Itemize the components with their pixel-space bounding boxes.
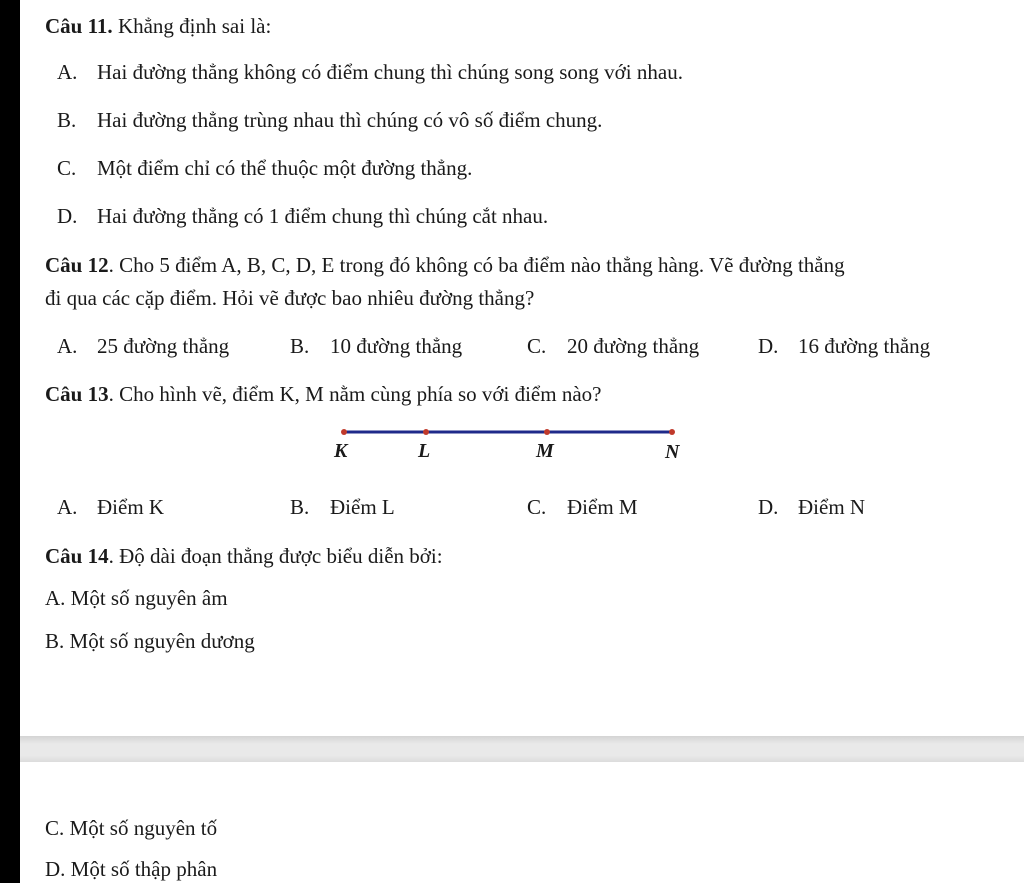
q12-stem-line2: đi qua các cặp điểm. Hỏi vẽ được bao nhiêu đường thẳng?: [45, 286, 535, 310]
point-n-label: N: [665, 441, 680, 463]
q14-option-c-label: C.: [45, 816, 65, 840]
q11-option-a-text: Hai đường thẳng không có điểm chung thì chúng song song với nhau.: [97, 60, 683, 84]
point-l-label: L: [418, 440, 431, 462]
point-m-dot: [544, 429, 550, 435]
q13-option-a-label: A.: [57, 495, 78, 519]
q13-text: . Cho hình vẽ, điểm K, M nằm cùng phía so với điểm nào?: [108, 382, 602, 406]
q14-option-c-text: Một số nguyên tố: [69, 816, 218, 840]
q14-option-d-text: Một số thập phân: [70, 857, 218, 881]
q11-option-b-label: B.: [57, 108, 77, 132]
q14-option-b[interactable]: [45, 628, 255, 654]
q12-option-b-text: 10 đường thẳng: [330, 334, 463, 358]
q13-option-b[interactable]: [290, 494, 395, 520]
q12-option-c-text: 20 đường thẳng: [567, 334, 700, 358]
q11-option-b-text: Hai đường thẳng trùng nhau thì chúng có vô số điểm chung.: [97, 108, 603, 132]
q13-line-diagram: [320, 416, 700, 472]
q13-number: Câu 13: [45, 382, 109, 406]
q11-option-c-text: Một điểm chỉ có thể thuộc một đường thẳng.: [97, 156, 473, 180]
q13-option-a-text: Điểm K: [97, 495, 165, 519]
q11-option-b[interactable]: [57, 107, 602, 133]
q13-option-b-text: Điểm L: [330, 495, 395, 519]
q14-text: . Độ dài đoạn thẳng được biểu diễn bởi:: [108, 544, 443, 568]
q13-figure: [320, 416, 700, 472]
left-black-border: [0, 0, 20, 883]
q12-stem-line1: [45, 252, 845, 278]
point-k-label: K: [334, 440, 348, 462]
q11-option-d[interactable]: [57, 203, 548, 229]
q11-option-a-label: A.: [57, 60, 78, 84]
q13-option-c-label: C.: [527, 495, 547, 519]
point-m-label: M: [536, 440, 554, 462]
q12-option-a-label: A.: [57, 334, 78, 358]
q11-option-c-label: C.: [57, 156, 77, 180]
q14-option-b-text: Một số nguyên dương: [69, 629, 255, 653]
q11-stem: [45, 13, 271, 39]
q12-option-d[interactable]: [758, 333, 930, 359]
q12-option-c[interactable]: [527, 333, 699, 359]
q14-option-c[interactable]: [45, 815, 217, 841]
q14-option-a-text: Một số nguyên âm: [70, 586, 228, 610]
q13-option-d-text: Điểm N: [798, 495, 866, 519]
q11-text: Khẳng định sai là:: [112, 14, 272, 38]
q12-option-a[interactable]: [57, 333, 229, 359]
q13-option-b-label: B.: [290, 495, 310, 519]
q14-stem: [45, 543, 443, 569]
q12-option-c-label: C.: [527, 334, 547, 358]
q14-option-b-label: B.: [45, 629, 65, 653]
q11-option-c[interactable]: [57, 155, 472, 181]
q14-number: Câu 14: [45, 544, 109, 568]
q11-option-d-label: D.: [57, 204, 78, 228]
point-n-dot: [669, 429, 675, 435]
q12-option-b[interactable]: [290, 333, 462, 359]
page-break-gap: [20, 736, 1024, 762]
q14-option-d-label: D.: [45, 857, 66, 881]
point-l-dot: [423, 429, 429, 435]
q12-option-d-label: D.: [758, 334, 779, 358]
q14-option-a[interactable]: [45, 585, 228, 611]
q11-option-d-text: Hai đường thẳng có 1 điểm chung thì chúng cắt nhau.: [97, 204, 549, 228]
q13-option-d-label: D.: [758, 495, 779, 519]
q11-option-a[interactable]: [57, 59, 683, 85]
q12-option-d-text: 16 đường thẳng: [798, 334, 931, 358]
q13-stem: [45, 381, 601, 407]
q13-option-c[interactable]: [527, 494, 638, 520]
q13-option-d[interactable]: [758, 494, 865, 520]
q12-number: Câu 12: [45, 253, 109, 277]
q11-number: Câu 11.: [45, 14, 113, 38]
q14-option-a-label: A.: [45, 586, 66, 610]
q14-option-d[interactable]: [45, 856, 217, 882]
q12-option-a-text: 25 đường thẳng: [97, 334, 230, 358]
q13-option-c-text: Điểm M: [567, 495, 638, 519]
q12-text-line1: . Cho 5 điểm A, B, C, D, E trong đó không có ba điểm nào thẳng hàng. Vẽ đường thẳng: [108, 253, 845, 277]
q13-option-a[interactable]: [57, 494, 164, 520]
q12-option-b-label: B.: [290, 334, 310, 358]
point-k-dot: [341, 429, 347, 435]
